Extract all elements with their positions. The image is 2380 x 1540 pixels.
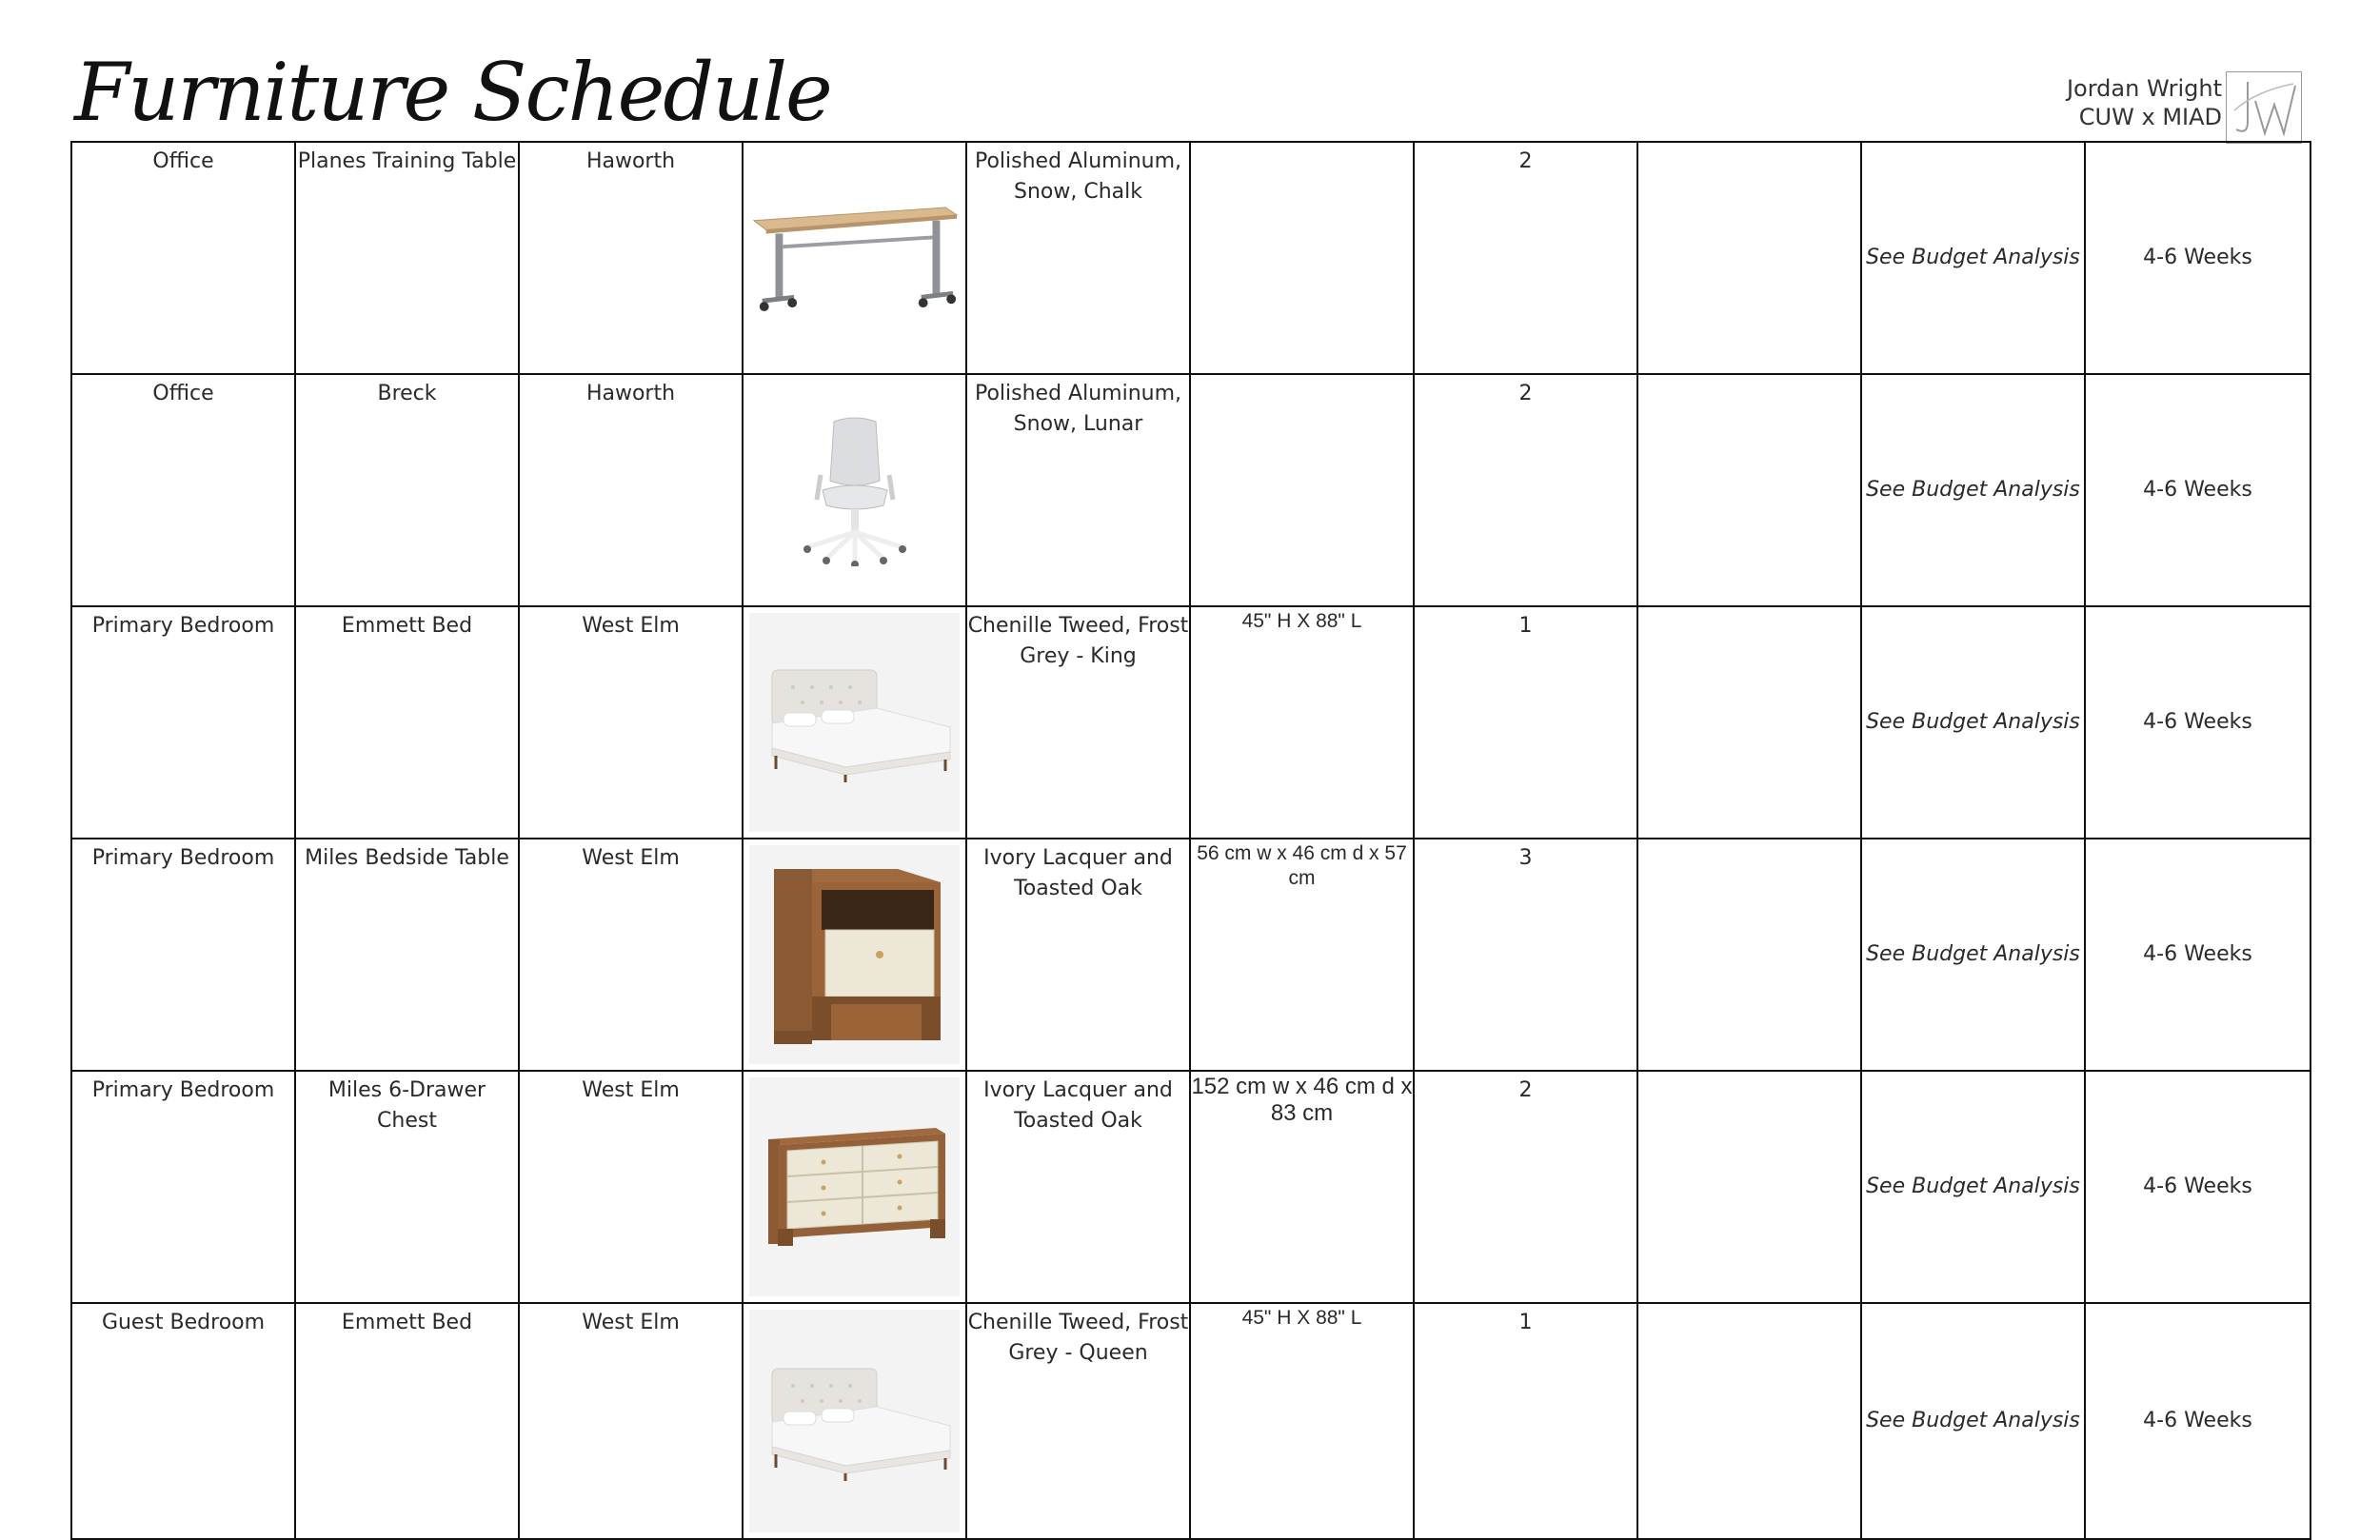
finish-cell (966, 606, 1190, 839)
author-name: Jordan Wright (2066, 75, 2222, 102)
finish-text: Ivory Lacquer and Toasted Oak (983, 1078, 1173, 1133)
manufacturer-cell (519, 142, 743, 374)
cost-cell (1861, 839, 2085, 1071)
room-cell (71, 142, 295, 374)
quantity-text: 2 (1518, 382, 1533, 405)
author-org: CUW x MIAD (2078, 104, 2222, 130)
cost-text: See Budget Analysis (1866, 246, 2080, 269)
dimensions-cell (1190, 1071, 1414, 1303)
manufacturer-cell (519, 1071, 743, 1303)
quantity-text: 3 (1518, 846, 1533, 870)
notes-cell (1637, 606, 1861, 839)
dimensions-text (1191, 375, 1413, 377)
item-text: Emmett Bed (341, 614, 473, 638)
cost-text: See Budget Analysis (1866, 710, 2080, 734)
notes-text (1638, 375, 1860, 379)
item-cell (295, 1071, 519, 1303)
quantity-cell (1414, 839, 1637, 1071)
item-cell (295, 839, 519, 1071)
lead-time-text: 4-6 Weeks (2143, 478, 2252, 502)
finish-text: Ivory Lacquer and Toasted Oak (983, 846, 1173, 900)
room-text: Office (152, 382, 214, 405)
notes-cell (1637, 839, 1861, 1071)
room-cell (71, 839, 295, 1071)
room-text: Primary Bedroom (91, 1078, 275, 1102)
item-cell (295, 142, 519, 374)
item-cell (295, 374, 519, 606)
manufacturer-text: West Elm (582, 614, 680, 638)
office-chair-icon (788, 414, 922, 566)
nightstand-icon (755, 859, 955, 1050)
finish-text: Chenille Tweed, Frost Grey - King (967, 614, 1189, 668)
bed-icon (755, 661, 955, 784)
lead-time-cell (2085, 374, 2311, 606)
item-cell (295, 606, 519, 839)
notes-text (1638, 1072, 1860, 1076)
product-image (749, 845, 960, 1064)
finish-text: Chenille Tweed, Frost Grey - Queen (967, 1311, 1189, 1365)
quantity-cell (1414, 374, 1637, 606)
finish-cell (966, 1303, 1190, 1539)
lead-time-cell (2085, 1071, 2311, 1303)
lead-time-text: 4-6 Weeks (2143, 1409, 2252, 1432)
dimensions-text (1191, 143, 1413, 145)
image-cell (743, 606, 966, 839)
dimensions-text: 45" H X 88" L (1241, 1307, 1362, 1329)
finish-text: Polished Aluminum, Snow, Lunar (974, 382, 1182, 436)
image-cell (743, 1303, 966, 1539)
cost-cell (1861, 142, 2085, 374)
notes-cell (1637, 374, 1861, 606)
room-cell (71, 374, 295, 606)
table-row (71, 1303, 2311, 1539)
cost-cell (1861, 374, 2085, 606)
item-text: Planes Training Table (297, 149, 517, 173)
image-cell (743, 1071, 966, 1303)
lead-time-cell (2085, 1303, 2311, 1539)
item-cell (295, 1303, 519, 1539)
notes-text (1638, 607, 1860, 611)
page-title: Furniture Schedule (74, 46, 831, 139)
jw-logo (2226, 71, 2302, 144)
cost-text: See Budget Analysis (1866, 478, 2080, 502)
lead-time-text: 4-6 Weeks (2143, 942, 2252, 966)
quantity-text: 1 (1518, 614, 1533, 638)
notes-cell (1637, 1303, 1861, 1539)
table-row (71, 142, 2311, 374)
table-row (71, 374, 2311, 606)
manufacturer-cell (519, 374, 743, 606)
author-block (2067, 74, 2302, 131)
product-image (749, 1077, 960, 1296)
lead-time-cell (2085, 142, 2311, 374)
quantity-cell (1414, 1071, 1637, 1303)
product-image (749, 381, 960, 600)
room-cell (71, 606, 295, 839)
manufacturer-text: West Elm (582, 1078, 680, 1102)
manufacturer-text: Haworth (585, 382, 676, 405)
quantity-text: 2 (1518, 149, 1533, 173)
finish-text: Polished Aluminum, Snow, Chalk (974, 149, 1182, 204)
room-text: Office (152, 149, 214, 173)
dimensions-cell (1190, 606, 1414, 839)
product-image (749, 613, 960, 832)
finish-cell (966, 374, 1190, 606)
quantity-cell (1414, 1303, 1637, 1539)
training-table-icon (749, 199, 960, 318)
cost-text: See Budget Analysis (1866, 942, 2080, 966)
room-text: Guest Bedroom (101, 1311, 266, 1334)
image-cell (743, 374, 966, 606)
dimensions-cell (1190, 1303, 1414, 1539)
room-text: Primary Bedroom (91, 846, 275, 870)
product-image (749, 148, 960, 367)
room-cell (71, 1303, 295, 1539)
room-text: Primary Bedroom (91, 614, 275, 638)
notes-text (1638, 839, 1860, 843)
lead-time-text: 4-6 Weeks (2143, 710, 2252, 734)
cost-cell (1861, 606, 2085, 839)
dimensions-text: 45" H X 88" L (1241, 610, 1362, 632)
manufacturer-cell (519, 606, 743, 839)
product-image (749, 1310, 960, 1532)
cost-cell (1861, 1303, 2085, 1539)
quantity-text: 2 (1518, 1078, 1533, 1102)
furniture-schedule-table (70, 141, 2311, 1540)
cost-text: See Budget Analysis (1866, 1175, 2080, 1198)
table-row (71, 1071, 2311, 1303)
table-row (71, 839, 2311, 1071)
manufacturer-cell (519, 839, 743, 1071)
finish-cell (966, 839, 1190, 1071)
lead-time-cell (2085, 839, 2311, 1071)
dimensions-cell (1190, 839, 1414, 1071)
notes-text (1638, 1304, 1860, 1308)
image-cell (743, 142, 966, 374)
item-text: Emmett Bed (341, 1311, 473, 1334)
dimensions-text: 56 cm w x 46 cm d x 57 cm (1197, 842, 1407, 889)
manufacturer-cell (519, 1303, 743, 1539)
quantity-cell (1414, 606, 1637, 839)
manufacturer-text: West Elm (582, 846, 680, 870)
room-cell (71, 1071, 295, 1303)
table-row (71, 606, 2311, 839)
quantity-text: 1 (1518, 1311, 1533, 1334)
image-cell (743, 839, 966, 1071)
notes-cell (1637, 1071, 1861, 1303)
cost-cell (1861, 1071, 2085, 1303)
notes-cell (1637, 142, 1861, 374)
dresser-icon (755, 1120, 955, 1254)
manufacturer-text: West Elm (582, 1311, 680, 1334)
lead-time-cell (2085, 606, 2311, 839)
cost-text: See Budget Analysis (1866, 1409, 2080, 1432)
finish-cell (966, 142, 1190, 374)
notes-text (1638, 143, 1860, 147)
item-text: Breck (377, 382, 437, 405)
dimensions-text: 152 cm w x 46 cm d x 83 cm (1191, 1074, 1413, 1126)
finish-cell (966, 1071, 1190, 1303)
item-text: Miles Bedside Table (305, 846, 509, 870)
item-text: Miles 6-Drawer Chest (327, 1078, 486, 1133)
quantity-cell (1414, 142, 1637, 374)
manufacturer-text: Haworth (585, 149, 676, 173)
lead-time-text: 4-6 Weeks (2143, 246, 2252, 269)
bed-icon (755, 1359, 955, 1483)
dimensions-cell (1190, 374, 1414, 606)
lead-time-text: 4-6 Weeks (2143, 1175, 2252, 1198)
dimensions-cell (1190, 142, 1414, 374)
